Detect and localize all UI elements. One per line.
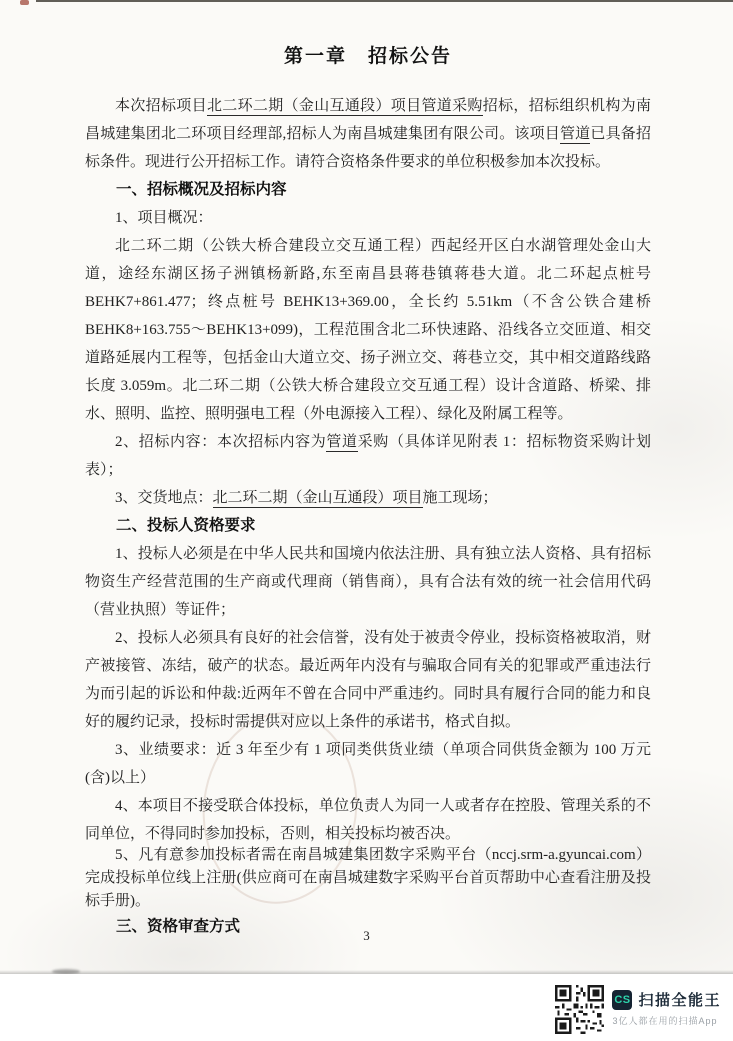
intro-text-3: 已具备招标条件。现进行公开招标工作。请符合资格条件要求的单位积极参加本次投标。	[85, 126, 651, 170]
bid-content-text-2: 采购（具体详见附表 1：招标物资采购计划表）；	[85, 434, 651, 478]
bid-content-text-1: 2、招标内容：本次招标内容为	[115, 434, 327, 450]
qualification-item-5: 5、凡有意参加投标者需在南昌城建集团数字采购平台（nccj.srm-a.gyuncai.com）完成投标单位线上注册(供应商可在南昌城建数字采购平台首页帮助中心查看注册及投标手册)。	[85, 847, 651, 909]
delivery-underlined-project: 北二环二期（金山互通段）项目	[212, 490, 423, 506]
section-1-heading: 一、招标概况及招标内容	[116, 181, 287, 198]
project-overview-body: 北二环二期（公铁大桥合建段立交互通工程）西起经开区白水湖管理处金山大道，途经东湖区扬子洲镇杨新路,东至南昌县蒋巷镇蒋巷大道。北二环起点桩号 BEHK7+861.477；终点桩号 BEHK13+369.00，全长约 5.51km（不含公铁合建桥 BEHK8+163.755～BEHK13+099)，工程范围含北二环快速路、沿线各立交匝道、相交道路延展内工程等，包括金山大道立交、扬子洲立交、蒋巷立交，其中相交道路线路长度 3.059m。北二环二期（公铁大桥合建段立交互通工程）设计含道路、桥梁、排水、照明、监控、照明强电工程（外电源接入工程）、绿化及附属工程等。	[85, 238, 651, 422]
intro-underlined-pipeline: 管道	[559, 126, 591, 142]
page-number: 3	[363, 928, 370, 943]
document-body	[85, 44, 651, 941]
camscanner-logo-row	[612, 989, 721, 1010]
footer-band	[0, 974, 733, 1041]
intro-underlined-project-name: 北二环二期（金山互通段）项目管道采购	[206, 98, 483, 114]
scan-artifact-top-line	[36, 0, 733, 2]
qualification-item-1: 1、投标人必须是在中华人民共和国境内依法注册、具有独立法人资格、具有招标物资生产经营范围的生产商或代理商（销售商），具有合法有效的统一社会信用代码（营业执照）等证件；	[85, 546, 651, 618]
document-title: 第一章 招标公告	[283, 46, 452, 67]
camscanner-app-name: 扫描全能王	[638, 992, 721, 1009]
qr-code-icon	[555, 985, 604, 1034]
delivery-text-1: 3、交货地点：	[115, 490, 213, 506]
intro-paragraph	[85, 92, 651, 176]
camscanner-tagline: 3亿人都在用的扫描App	[612, 1016, 718, 1026]
bid-content-underlined-pipeline: 管道	[326, 434, 358, 450]
project-overview-label: 1、项目概况：	[115, 210, 213, 226]
section-3-heading: 三、资格审查方式	[116, 918, 241, 935]
qualification-item-2: 2、投标人必须具有良好的社会信誉，没有处于被责令停业，投标资格被取消，财产被接管、冻结，破产的状态。最近两年内没有与骗取合同有关的犯罪或严重违法行为而引起的诉讼和仲裁:近两年不曾在合同中严重违约。同时具有履行合同的能力和良好的履约记录，投标时需提供对应以上条件的承诺书，格式自拟。	[85, 630, 651, 730]
scan-artifact-red-mark	[20, 0, 29, 5]
delivery-location-item	[85, 484, 651, 512]
camscanner-cs-logo-icon: CS	[612, 990, 632, 1010]
camscanner-badge-text	[612, 985, 721, 1027]
intro-text-1: 本次招标项目	[115, 98, 207, 114]
intro-text-2: 招标，招标组织机构为南昌城建集团北二环项目经理部,招标人为南昌城建集团有限公司。该项目	[85, 98, 651, 142]
qualification-item-4: 4、本项目不接受联合体投标，单位负责人为同一人或者存在控股、管理关系的不同单位，不得同时参加投标，否则，相关投标均被否决。	[85, 798, 651, 842]
delivery-text-2: 施工现场；	[422, 490, 498, 506]
bid-content-item	[85, 428, 651, 484]
section-2-heading: 二、投标人资格要求	[116, 517, 256, 534]
qualification-item-3: 3、业绩要求：近 3 年至少有 1 项同类供货业绩（单项合同供货金额为 100 万元(含)以上）	[85, 742, 651, 786]
camscanner-badge	[555, 985, 721, 1034]
